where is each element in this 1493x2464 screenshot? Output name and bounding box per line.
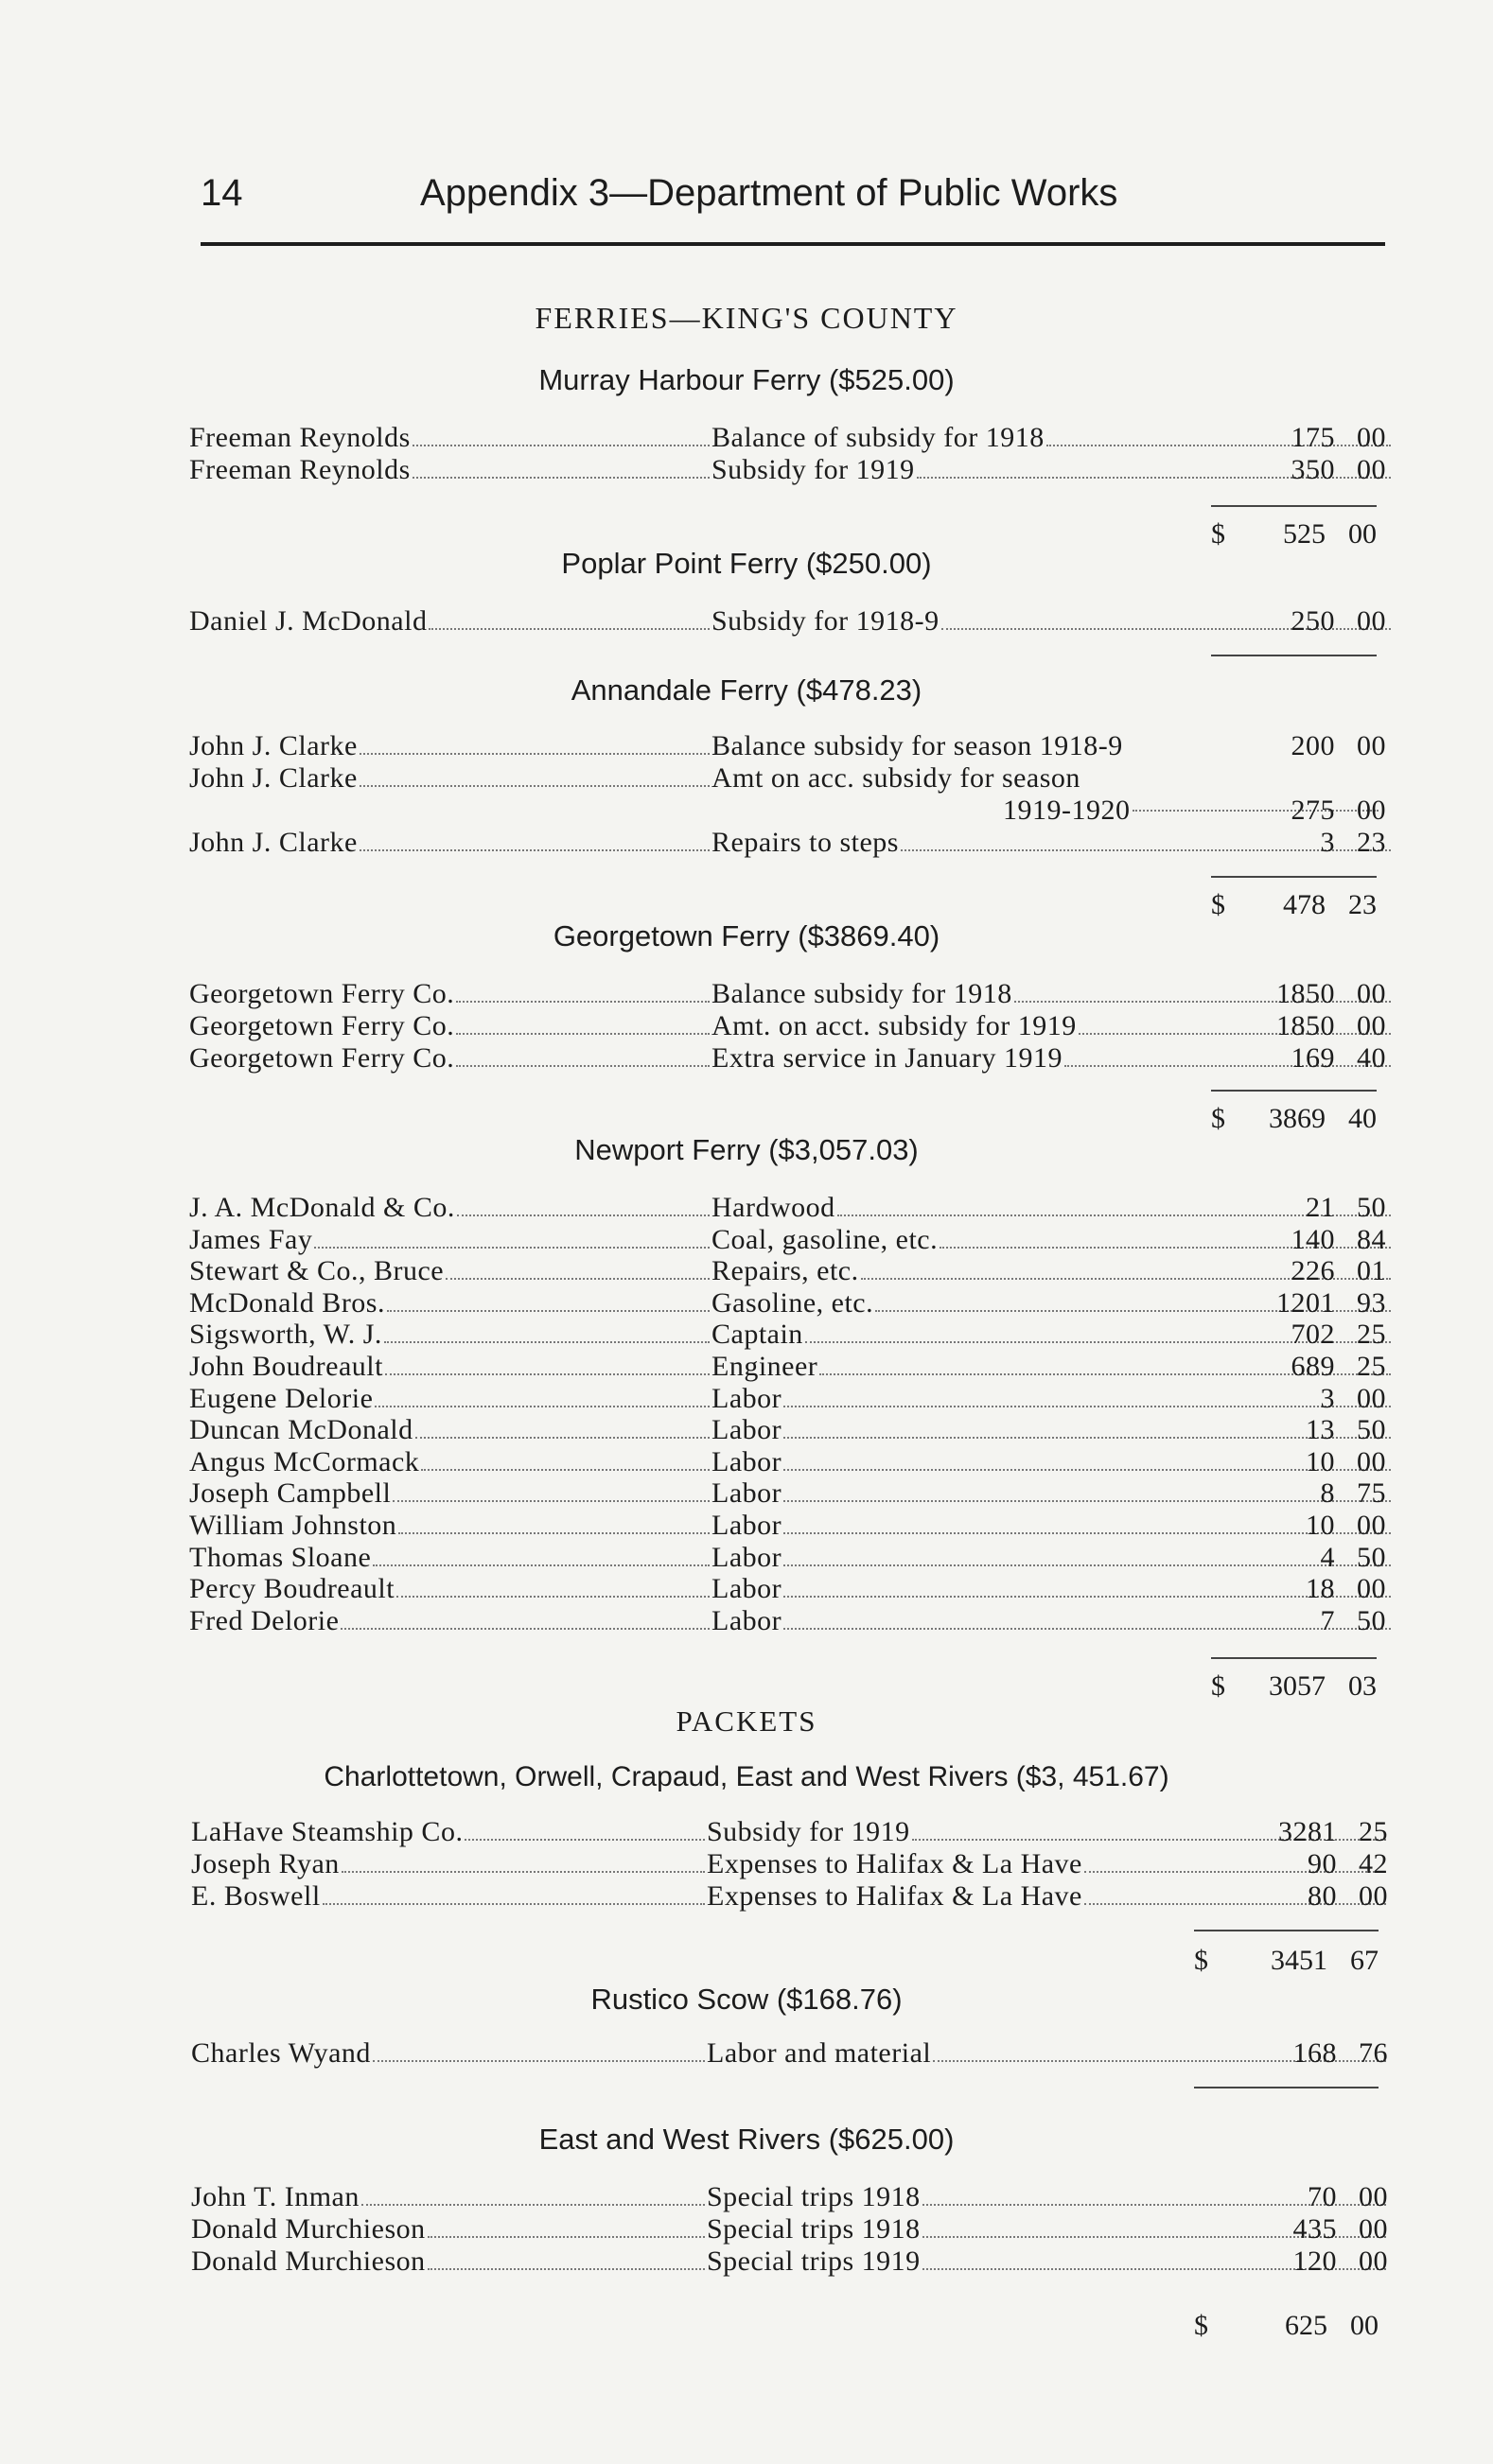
item-description: Subsidy for 1919 [711, 454, 915, 485]
amount: 4 50 [1320, 1542, 1386, 1573]
amount: 7 50 [1320, 1605, 1386, 1636]
amount: 70 00 [1308, 2181, 1388, 2212]
subheading-east-west-rivers: East and West Rivers ($625.00) [538, 2123, 955, 2156]
item-description: Labor [711, 1510, 782, 1541]
ledger-row [189, 605, 1386, 638]
amount: 3281 25 [1278, 1816, 1388, 1847]
amount: 169 40 [1291, 1042, 1386, 1074]
section-heading-packets: PACKETS [676, 1704, 817, 1738]
item-description: Extra service in January 1919 [711, 1042, 1063, 1074]
item-description: Repairs, etc. [711, 1255, 859, 1286]
sum-rule [1194, 2087, 1379, 2088]
leader-dots [429, 627, 710, 630]
amount: 435 00 [1292, 2213, 1388, 2245]
sum-rule [1211, 1657, 1377, 1659]
leader-dots [457, 1214, 710, 1216]
item-description: Labor [711, 1477, 782, 1509]
leader-dots [314, 1246, 710, 1249]
payee: William Johnston [189, 1510, 397, 1541]
payee: McDonald Bros. [189, 1287, 385, 1319]
ledger-row [189, 422, 1386, 454]
subheading-annandale: Annandale Ferry ($478.23) [571, 673, 922, 707]
sum-rule [1211, 876, 1377, 878]
payee: LaHave Steamship Co. [191, 1816, 464, 1847]
leader-dots [415, 1436, 710, 1439]
ledger-row [189, 1287, 1386, 1319]
leader-dots [384, 1340, 710, 1343]
item-description: Subsidy for 1919 [707, 1816, 910, 1847]
item-description: Labor [711, 1573, 782, 1604]
payee: Donald Murchieson [191, 2246, 426, 2277]
section-heading-ferries: FERRIES—KING'S COUNTY [535, 301, 958, 335]
payee: Thomas Sloane [189, 1542, 372, 1573]
amount: 80 00 [1308, 1880, 1388, 1912]
leader-dots [465, 1838, 705, 1841]
amount: 13 50 [1306, 1414, 1386, 1445]
item-description: Hardwood [711, 1192, 835, 1223]
subheading-charlottetown: Charlottetown, Orwell, Crapaud, East and West Rivers ($3, 451.67) [324, 1761, 1169, 1792]
amount: 140 84 [1291, 1224, 1386, 1255]
payee: Eugene Delorie [189, 1383, 374, 1414]
amount: 3 00 [1320, 1383, 1386, 1414]
amount: 702 25 [1291, 1319, 1386, 1350]
ledger-row [189, 1446, 1386, 1478]
payee: Freeman Reynolds [189, 454, 411, 485]
ledger-row [191, 2246, 1388, 2278]
item-description: Amt on acc. subsidy for season [711, 762, 1080, 794]
ledger-row [189, 1383, 1386, 1415]
ledger-row [191, 2037, 1388, 2070]
amount: 275 00 [1291, 795, 1386, 826]
item-description: Expenses to Halifax & La Have [707, 1848, 1082, 1879]
item-continuation: 1919-1920 [1003, 795, 1131, 826]
amount: 18 00 [1306, 1573, 1386, 1604]
subheading-georgetown: Georgetown Ferry ($3869.40) [553, 919, 940, 952]
ledger-row [189, 1477, 1386, 1510]
payee: Duncan McDonald [189, 1414, 413, 1445]
item-description: Labor and material [707, 2037, 932, 2069]
amount: 10 00 [1306, 1446, 1386, 1477]
payee: Georgetown Ferry Co. [189, 1010, 455, 1041]
leader-dots [421, 1468, 710, 1471]
leader-dots [375, 1405, 710, 1407]
amount: 1201 93 [1276, 1287, 1386, 1319]
subheading-poplar-point: Poplar Point Ferry ($250.00) [561, 547, 932, 580]
sum-rule [1211, 1090, 1377, 1092]
ledger-row [189, 1542, 1386, 1574]
item-description: Subsidy for 1918-9 [711, 605, 940, 637]
item-description: Repairs to steps [711, 827, 899, 858]
payee: John T. Inman [191, 2181, 360, 2212]
payee: Georgetown Ferry Co. [189, 978, 455, 1009]
amount: 10 00 [1306, 1510, 1386, 1541]
amount: 226 01 [1291, 1255, 1386, 1286]
ledger-row [191, 1848, 1388, 1880]
subheading-newport: Newport Ferry ($3,057.03) [574, 1133, 919, 1166]
payee: John J. Clarke [189, 827, 358, 858]
leader-dots [373, 1564, 710, 1566]
payee: Freeman Reynolds [189, 422, 411, 453]
leader-dots [323, 1902, 705, 1905]
page-number: 14 [201, 172, 243, 214]
item-description: Labor [711, 1605, 782, 1636]
payee: Percy Boudreault [189, 1573, 395, 1604]
payee: Angus McCormack [189, 1446, 420, 1477]
payee: E. Boswell [191, 1880, 321, 1912]
payee: James Fay [189, 1224, 313, 1255]
ledger-row [191, 1880, 1388, 1913]
payee: Georgetown Ferry Co. [189, 1042, 455, 1074]
amount: 200 00 [1291, 730, 1386, 761]
ledger-row-continuation [189, 795, 1386, 827]
amount: 1850 00 [1276, 978, 1386, 1009]
ledger-row [189, 1224, 1386, 1256]
document-page: 14 Appendix 3—Department of Public Works FERRIES—KING'S COUNTY Murray Harbour Ferry ($525.00) Freeman Reynolds Balance of subsidy for 1918 175 00 Freeman Reynolds Subsidy for 1919 350 00 $ 525 00 Poplar Point Ferry ($250.00) Daniel J. McDonald Subsidy for 1918-9 250 00 Annandale Ferry ($478.23) John J. Clarke Balance subsidy for season 1918-9 200 00 John J. Clarke Amt on acc. subsidy for season 1919-1920 275 00 John J. Clarke Repairs to steps 3 23 $ 478 23 Georgetown Ferry ($3869.40) Georgetown Ferry Co. Balance subsidy for 1918 1850 00 Georgetown Ferry Co. Amt. on acct. subsidy for 1919 1850 00 Georgetown Ferry Co. Extra service in January 1919 169 40 $ 3869 40 Newport Ferry ($3,057.03) J. A. McDonald & Co. Hardwood 21 50 James Fay Coal, gasoline, etc. 140 84 Stewart & Co., Bruce Repairs, etc. 226 01 McDonald Bros. Gasoline, etc. 1201 93 Sigsworth, W. J. Captain 702 25 John Boudreault Engineer 689 25 Eugene Delorie Labor 3 00 Duncan McDonald Labor 13 50 Angus McCormack Labor 10 00 Joseph Campbell Labor 8 75 William Johnston Labor 10 00 Thomas Sloane Labor 4 50 Percy Boudreault Labor 18 00 Fred Delorie Labor 7 50 $ 3057 03 PACKETS Charlottetown, Orwell, Crapaud, East and West Rivers ($3, 451.67) LaHave Steamship Co. Subsidy for 1919 3281 25 Joseph Ryan Expenses to Halifax & La Have 90 42 E. Boswell Expenses to Halifax & La Have 80 00 $ 3451 67 Rustico Scow ($168.76) Charles Wyand Labor and material 168 76 East and West Rivers ($625.00) John T. Inman Special trips 1918 70 00 Donald Murchieson Special trips 1918 435 00 Donald Murchieson Special trips 1919 120 00 $ 625 00 [0, 0, 1493, 2464]
ledger-row [189, 1510, 1386, 1542]
leader-dots [393, 1499, 710, 1502]
payee: John J. Clarke [189, 762, 358, 794]
payee: John J. Clarke [189, 730, 358, 761]
ledger-row [189, 978, 1386, 1010]
ledger-row [189, 827, 1386, 859]
item-description: Captain [711, 1319, 803, 1350]
item-description: Labor [711, 1542, 782, 1573]
payee: J. A. McDonald & Co. [189, 1192, 455, 1223]
leader-dots [360, 752, 710, 755]
item-description: Coal, gasoline, etc. [711, 1224, 939, 1255]
leader-dots [361, 2203, 705, 2206]
ledger-row [191, 2213, 1388, 2246]
amount: 8 75 [1320, 1477, 1386, 1509]
payee: Sigsworth, W. J. [189, 1319, 382, 1350]
item-description: Special trips 1918 [707, 2181, 921, 2212]
leader-dots [413, 476, 710, 479]
item-description: Amt. on acct. subsidy for 1919 [711, 1010, 1077, 1041]
item-description: Expenses to Halifax & La Have [707, 1880, 1082, 1912]
leader-dots [446, 1277, 710, 1280]
ledger-row [189, 1351, 1386, 1383]
amount: 3 23 [1320, 827, 1386, 858]
leader-dots [428, 2267, 705, 2270]
running-head: Appendix 3—Department of Public Works [420, 172, 1118, 214]
leader-dots [396, 1595, 710, 1598]
header-rule [201, 242, 1385, 246]
leader-dots [456, 1032, 710, 1035]
item-description: Balance subsidy for 1918 [711, 978, 1012, 1009]
sum-rule [1211, 505, 1377, 507]
item-description: Labor [711, 1383, 782, 1414]
amount: 168 76 [1292, 2037, 1388, 2069]
leader-dots [413, 444, 710, 446]
leader-dots [398, 1531, 710, 1534]
amount: 21 50 [1306, 1192, 1386, 1223]
amount: 120 00 [1292, 2246, 1388, 2277]
subheading-murray-harbour: Murray Harbour Ferry ($525.00) [538, 363, 955, 396]
ledger-row [189, 1192, 1386, 1224]
ledger-row [189, 1255, 1386, 1287]
leader-dots [373, 2059, 705, 2062]
amount: 1850 00 [1276, 1010, 1386, 1041]
ledger-row [189, 762, 1386, 795]
ledger-row [189, 1414, 1386, 1446]
amount: 250 00 [1291, 605, 1386, 637]
subheading-rustico-scow: Rustico Scow ($168.76) [590, 1983, 903, 2016]
ledger-row [189, 1573, 1386, 1605]
ledger-row [189, 454, 1386, 486]
ledger-row [191, 1816, 1388, 1848]
payee: Fred Delorie [189, 1605, 340, 1636]
leader-dots [387, 1309, 710, 1312]
item-description: Labor [711, 1414, 782, 1445]
leader-dots [456, 1064, 710, 1067]
payee: Daniel J. McDonald [189, 605, 428, 637]
ledger-row [189, 730, 1386, 762]
leader-dots [360, 848, 710, 851]
item-description: Engineer [711, 1351, 818, 1382]
item-description: Special trips 1919 [707, 2246, 921, 2277]
payee: Joseph Campbell [189, 1477, 392, 1509]
ledger-row [189, 1319, 1386, 1351]
sum-rule [1194, 1930, 1379, 1931]
amount: 350 00 [1291, 454, 1386, 485]
payee: Charles Wyand [191, 2037, 371, 2069]
amount: 90 42 [1308, 1848, 1388, 1879]
ledger-row [189, 1042, 1386, 1075]
item-description: Special trips 1918 [707, 2213, 921, 2245]
item-description: Balance of subsidy for 1918 [711, 422, 1045, 453]
leader-dots [385, 1372, 710, 1375]
amount: 689 25 [1291, 1351, 1386, 1382]
leader-dots [456, 1000, 710, 1003]
leader-dots [428, 2235, 705, 2238]
payee: Stewart & Co., Bruce [189, 1255, 445, 1286]
leader-dots [360, 784, 710, 787]
sum-rule [1211, 655, 1377, 656]
item-description: Balance subsidy for season 1918-9 [711, 730, 1123, 761]
amount: 175 00 [1291, 422, 1386, 453]
payee: Joseph Ryan [191, 1848, 340, 1879]
leader-dots [341, 1627, 710, 1630]
item-description: Gasoline, etc. [711, 1287, 874, 1319]
leader-dots [342, 1870, 705, 1873]
ledger-row [189, 1605, 1386, 1637]
item-description: Labor [711, 1446, 782, 1477]
ledger-row [191, 2181, 1388, 2213]
payee: John Boudreault [189, 1351, 383, 1382]
payee: Donald Murchieson [191, 2213, 426, 2245]
ledger-row [189, 1010, 1386, 1042]
